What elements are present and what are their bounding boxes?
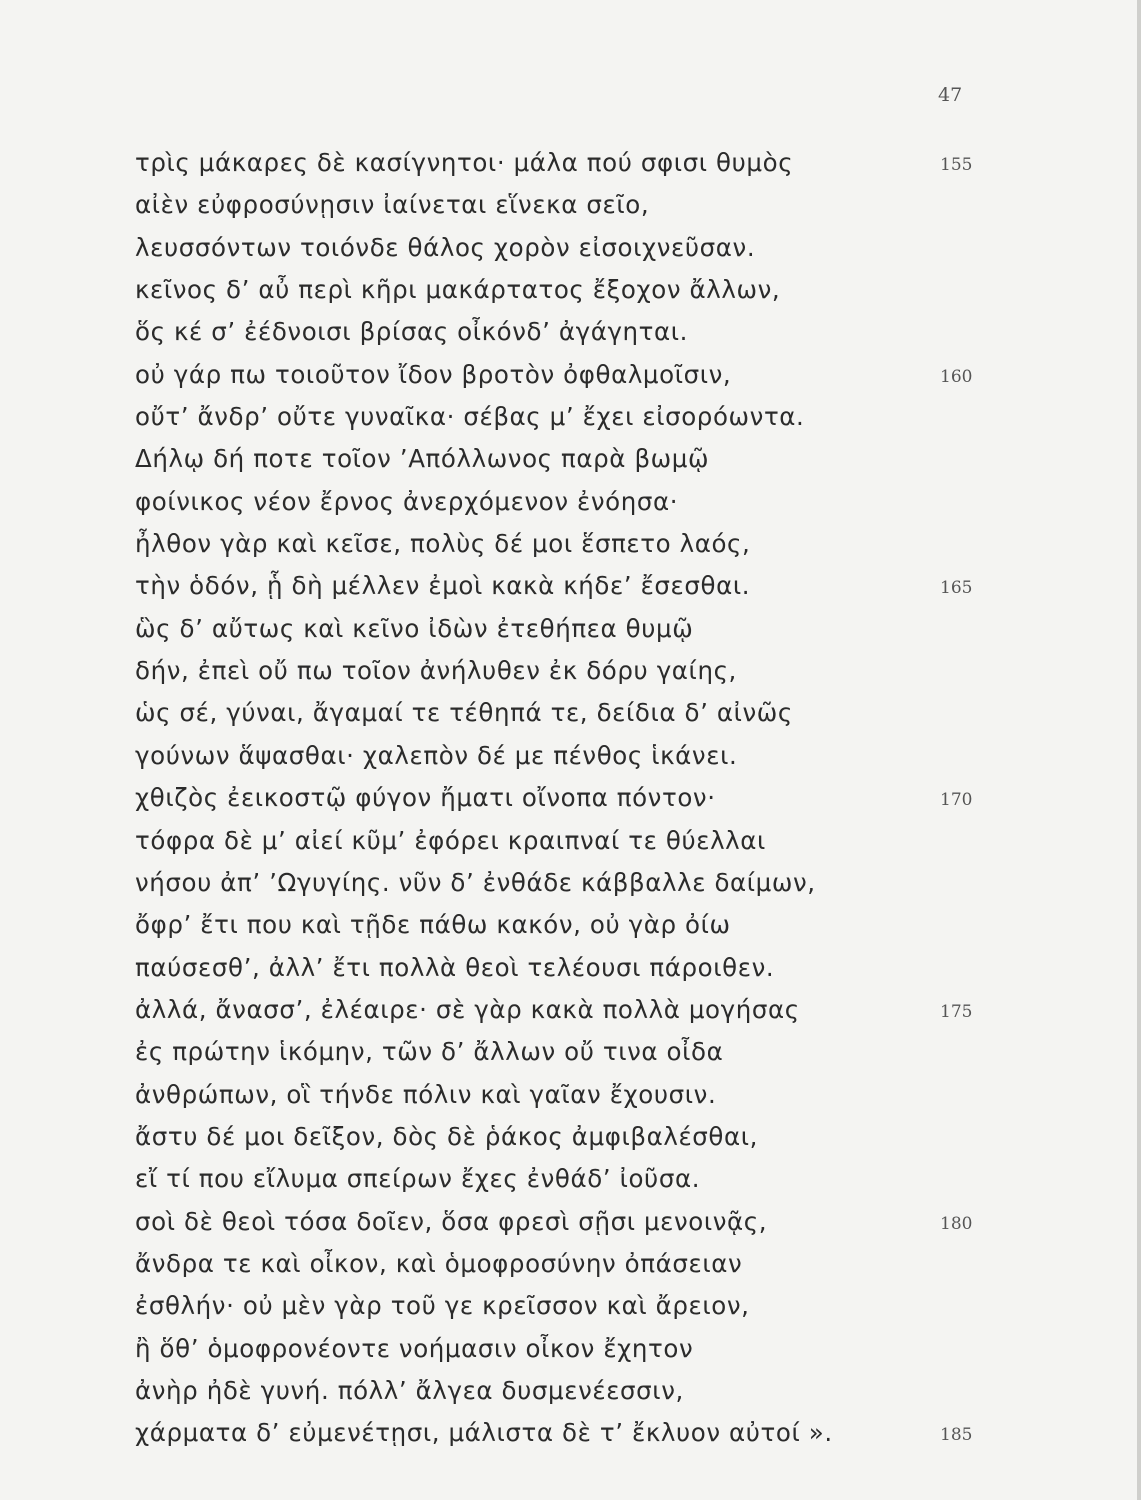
verse-line-text: σοὶ δὲ θεοὶ τόσα δοῖεν, ὅσα φρεσὶ σῇσι μενοινᾷς, xyxy=(135,1206,768,1236)
verse-line-text: ὅς κέ σ’ ἐέδνοισι βρίσας οἶκόνδ’ ἀγάγηται. xyxy=(135,317,689,347)
line-number: 170 xyxy=(940,790,973,811)
verse-line xyxy=(0,1116,1141,1158)
line-number: 160 xyxy=(940,366,973,387)
verse-line-text: χάρματα δ’ εὐμενέτῃσι, μάλιστα δὲ τ’ ἔκλυον αὐτοί ». xyxy=(135,1418,833,1448)
verse-line xyxy=(0,1412,1141,1454)
verse-line-text: ἐσθλήν· οὐ μὲν γὰρ τοῦ γε κρεῖσσον καὶ ἄρειον, xyxy=(135,1291,750,1321)
verse-line-text: φοίνικος νέον ἔρνος ἀνερχόμενον ἐνόησα· xyxy=(135,486,679,516)
verse-line-text: τὴν ὁδόν, ᾗ δὴ μέλλεν ἐμοὶ κακὰ κήδε’ ἔσεσθαι. xyxy=(135,571,751,601)
verse-block xyxy=(0,142,1141,1455)
verse-line xyxy=(0,354,1141,396)
verse-line-text: ἄνδρα τε καὶ οἶκον, καὶ ὁμοφροσύνην ὀπάσειαν xyxy=(135,1248,743,1278)
verse-line xyxy=(0,904,1141,946)
verse-line xyxy=(0,1243,1141,1285)
verse-line xyxy=(0,396,1141,438)
verse-line xyxy=(0,947,1141,989)
verse-line-text: εἴ τί που εἴλυμα σπείρων ἔχες ἐνθάδ’ ἰοῦσα. xyxy=(135,1164,701,1194)
page-number: 47 xyxy=(938,84,963,106)
line-number: 165 xyxy=(940,578,973,599)
verse-line xyxy=(0,269,1141,311)
verse-line xyxy=(0,1370,1141,1412)
verse-line-text: ἀνὴρ ἠδὲ γυνή. πόλλ’ ἄλγεα δυσμενέεσσιν, xyxy=(135,1375,684,1405)
verse-line-text: ἄστυ δέ μοι δεῖξον, δὸς δὲ ῥάκος ἀμφιβαλέσθαι, xyxy=(135,1121,759,1151)
verse-line-text: νήσου ἀπ’ ’Ωγυγίης. νῦν δ’ ἐνθάδε κάββαλλε δαίμων, xyxy=(135,867,816,897)
verse-line xyxy=(0,142,1141,184)
verse-line-text: δήν, ἐπεὶ οὔ πω τοῖον ἀνήλυθεν ἐκ δόρυ γαίης, xyxy=(135,656,737,686)
verse-line xyxy=(0,184,1141,226)
verse-line xyxy=(0,608,1141,650)
verse-line xyxy=(0,777,1141,819)
verse-line-text: οὔτ’ ἄνδρ’ οὔτε γυναῖκα· σέβας μ’ ἔχει εἰσορόωντα. xyxy=(135,402,805,432)
verse-line xyxy=(0,481,1141,523)
verse-line-text: ἐς πρώτην ἱκόμην, τῶν δ’ ἄλλων οὔ τινα οἶδα xyxy=(135,1037,724,1067)
verse-line-text: γούνων ἅψασθαι· χαλεπὸν δέ με πένθος ἱκάνει. xyxy=(135,740,738,770)
verse-line xyxy=(0,311,1141,353)
verse-line-text: αἰὲν εὐφροσύνῃσιν ἰαίνεται εἵνεκα σεῖο, xyxy=(135,190,650,220)
verse-line-text: οὐ γάρ πω τοιοῦτον ἴδον βροτὸν ὀφθαλμοῖσιν, xyxy=(135,359,732,389)
line-number: 185 xyxy=(940,1425,973,1446)
verse-line xyxy=(0,523,1141,565)
verse-line xyxy=(0,1285,1141,1327)
verse-line-text: ἀνθρώπων, οἳ τήνδε πόλιν καὶ γαῖαν ἔχουσιν. xyxy=(135,1079,717,1109)
verse-line xyxy=(0,650,1141,692)
verse-line xyxy=(0,1074,1141,1116)
verse-line xyxy=(0,820,1141,862)
verse-line xyxy=(0,692,1141,734)
verse-line xyxy=(0,735,1141,777)
verse-line-text: ἀλλά, ἄνασσ’, ἐλέαιρε· σὲ γὰρ κακὰ πολλὰ μογήσας xyxy=(135,994,800,1024)
verse-line-text: Δήλῳ δή ποτε τοῖον ’Απόλλωνος παρὰ βωμῷ xyxy=(135,444,710,474)
verse-line-text: ὡς σέ, γύναι, ἄγαμαί τε τέθηπά τε, δείδια δ’ αἰνῶς xyxy=(135,698,793,728)
verse-line-text: ὄφρ’ ἔτι που καὶ τῇδε πάθω κακόν, οὐ γὰρ ὀίω xyxy=(135,910,731,940)
verse-line-text: λευσσόντων τοιόνδε θάλος χορὸν εἰσοιχνεῦσαν. xyxy=(135,232,756,262)
verse-line xyxy=(0,989,1141,1031)
verse-line xyxy=(0,862,1141,904)
verse-line xyxy=(0,438,1141,480)
verse-line-text: τόφρα δὲ μ’ αἰεί κῦμ’ ἐφόρει κραιπναί τε θύελλαι xyxy=(135,825,766,855)
verse-line xyxy=(0,1201,1141,1243)
verse-line-text: ὣς δ’ αὔτως καὶ κεῖνο ἰδὼν ἐτεθήπεα θυμῷ xyxy=(135,613,694,643)
verse-line xyxy=(0,1158,1141,1200)
verse-line xyxy=(0,1031,1141,1073)
verse-line xyxy=(0,565,1141,607)
line-number: 180 xyxy=(940,1213,973,1234)
line-number: 155 xyxy=(940,155,973,175)
verse-line-text: ἢ ὅθ’ ὁμοφρονέοντε νοήμασιν οἶκον ἔχητον xyxy=(135,1333,694,1363)
verse-line-text: παύσεσθ’, ἀλλ’ ἔτι πολλὰ θεοὶ τελέουσι πάροιθεν. xyxy=(135,952,775,982)
verse-line-text: χθιζὸς ἐεικοστῷ φύγον ἤματι οἴνοπα πόντον· xyxy=(135,783,716,813)
line-number: 175 xyxy=(940,1001,973,1022)
verse-line xyxy=(0,227,1141,269)
verse-line xyxy=(0,1328,1141,1370)
verse-line-text: κεῖνος δ’ αὖ περὶ κῆρι μακάρτατος ἔξοχον ἄλλων, xyxy=(135,275,781,305)
verse-line-text: τρὶς μάκαρες δὲ κασίγνητοι· μάλα πού σφισι θυμὸς xyxy=(135,148,794,177)
verse-line-text: ἦλθον γὰρ καὶ κεῖσε, πολὺς δέ μοι ἕσπετο λαός, xyxy=(135,529,751,559)
